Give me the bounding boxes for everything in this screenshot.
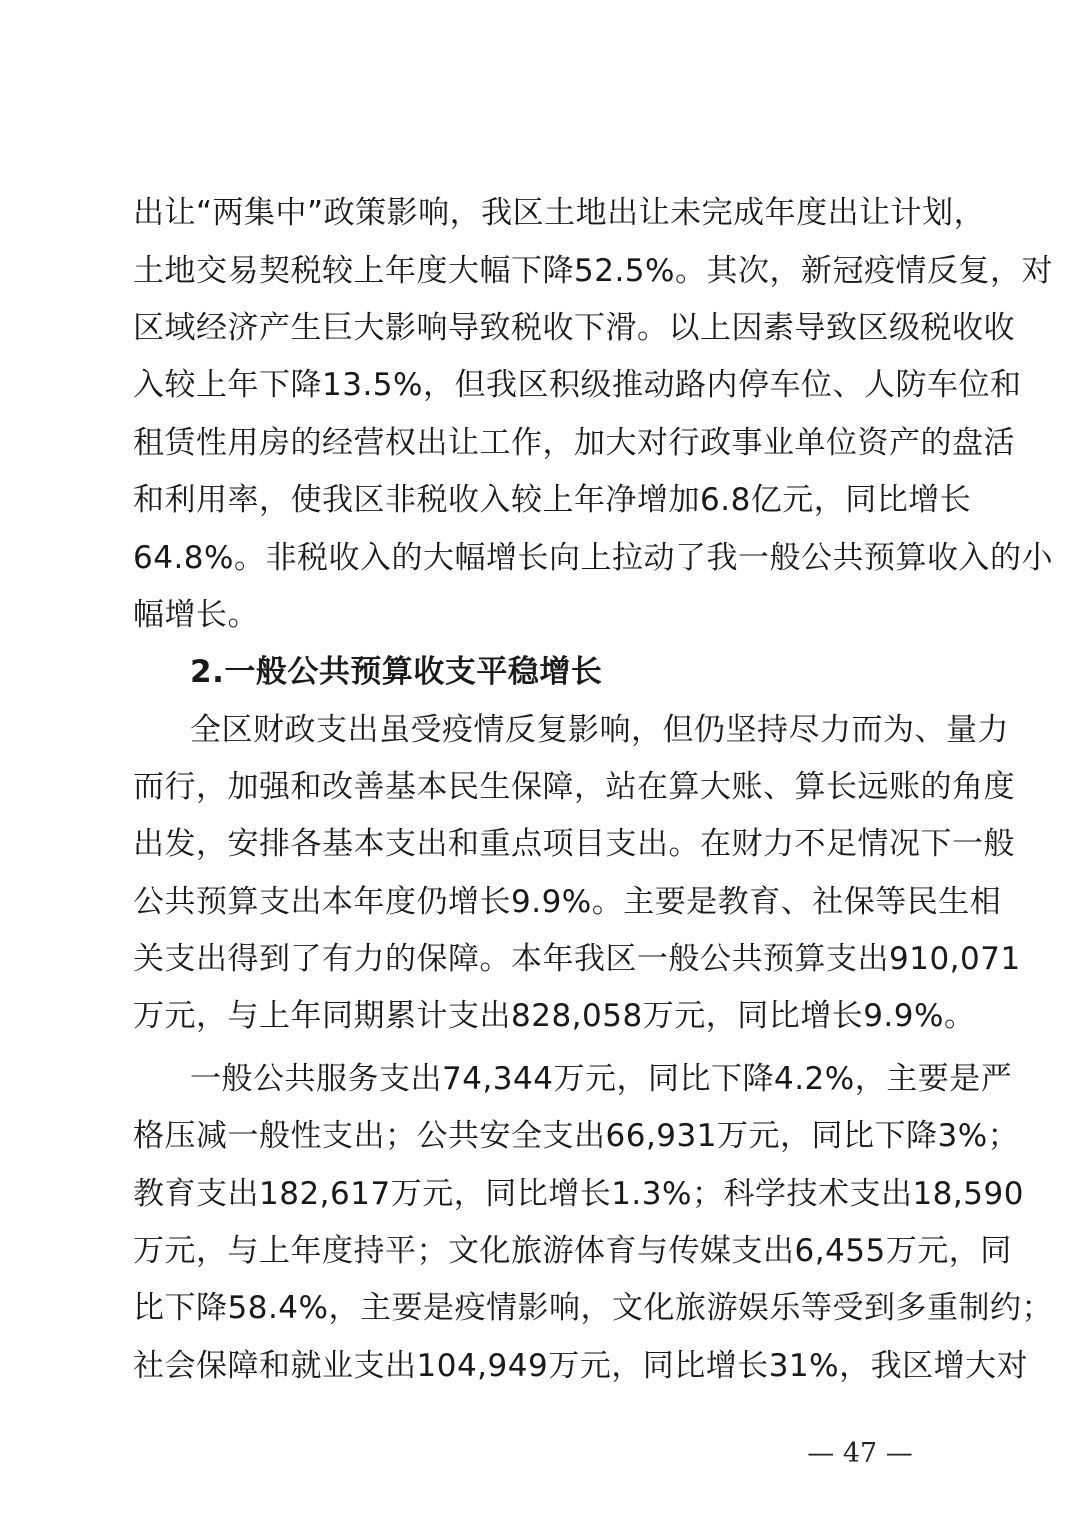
paragraph-line: 关支出得到了有力的保障。本年我区一般公共预算支出910,071 <box>133 941 1021 977</box>
page-number: — 47 — <box>807 1438 913 1469</box>
paragraph-line: 区域经济产生巨大影响导致税收下滑。以上因素导致区级税收收 <box>133 310 1015 346</box>
paragraph-line: 一般公共服务支出74,344万元，同比下降4.2%，主要是严 <box>190 1061 1013 1097</box>
paragraph-line: 教育支出182,617万元，同比增长1.3%；科学技术支出18,590 <box>133 1176 1024 1212</box>
paragraph-line: 万元，与上年同期累计支出828,058万元，同比增长9.9%。 <box>133 998 976 1034</box>
paragraph-line: 而行，加强和改善基本民生保障，站在算大账、算长远账的角度 <box>133 769 1015 805</box>
paragraph-line: 64.8%。非税收入的大幅增长向上拉动了我一般公共预算收入的小 <box>133 540 1053 576</box>
paragraph-line: 格压减一般性支出；公共安全支出66,931万元，同比下降3%； <box>133 1118 1020 1154</box>
paragraph-line: 出发，安排各基本支出和重点项目支出。在财力不足情况下一般 <box>133 826 1015 862</box>
paragraph-line: 租赁性用房的经营权出让工作，加大对行政事业单位资产的盘活 <box>133 425 1015 461</box>
paragraph-line: 万元，与上年度持平；文化旅游体育与传媒支出6,455万元，同 <box>133 1233 1012 1269</box>
paragraph-line: 幅增长。 <box>133 597 259 633</box>
paragraph-line: 全区财政支出虽受疫情反复影响，但仍坚持尽力而为、量力 <box>190 712 1009 748</box>
section-heading: 2.一般公共预算收支平稳增长 <box>190 654 603 690</box>
paragraph-line: 比下降58.4%，主要是疫情影响，文化旅游娱乐等受到多重制约； <box>133 1290 1053 1326</box>
paragraph-line: 公共预算支出本年度仍增长9.9%。主要是教育、社保等民生相 <box>133 884 1002 920</box>
paragraph-line: 出让“两集中”政策影响，我区土地出让未完成年度出让计划， <box>133 195 986 231</box>
paragraph-line: 土地交易契税较上年度大幅下降52.5%。其次，新冠疫情反复，对 <box>133 253 1053 289</box>
paragraph-line: 和利用率，使我区非税收入较上年净增加6.8亿元，同比增长 <box>133 482 972 518</box>
paragraph-line: 入较上年下降13.5%，但我区积级推动路内停车位、人防车位和 <box>133 367 1022 403</box>
paragraph-line: 社会保障和就业支出104,949万元，同比增长31%，我区增大对 <box>133 1348 1029 1384</box>
